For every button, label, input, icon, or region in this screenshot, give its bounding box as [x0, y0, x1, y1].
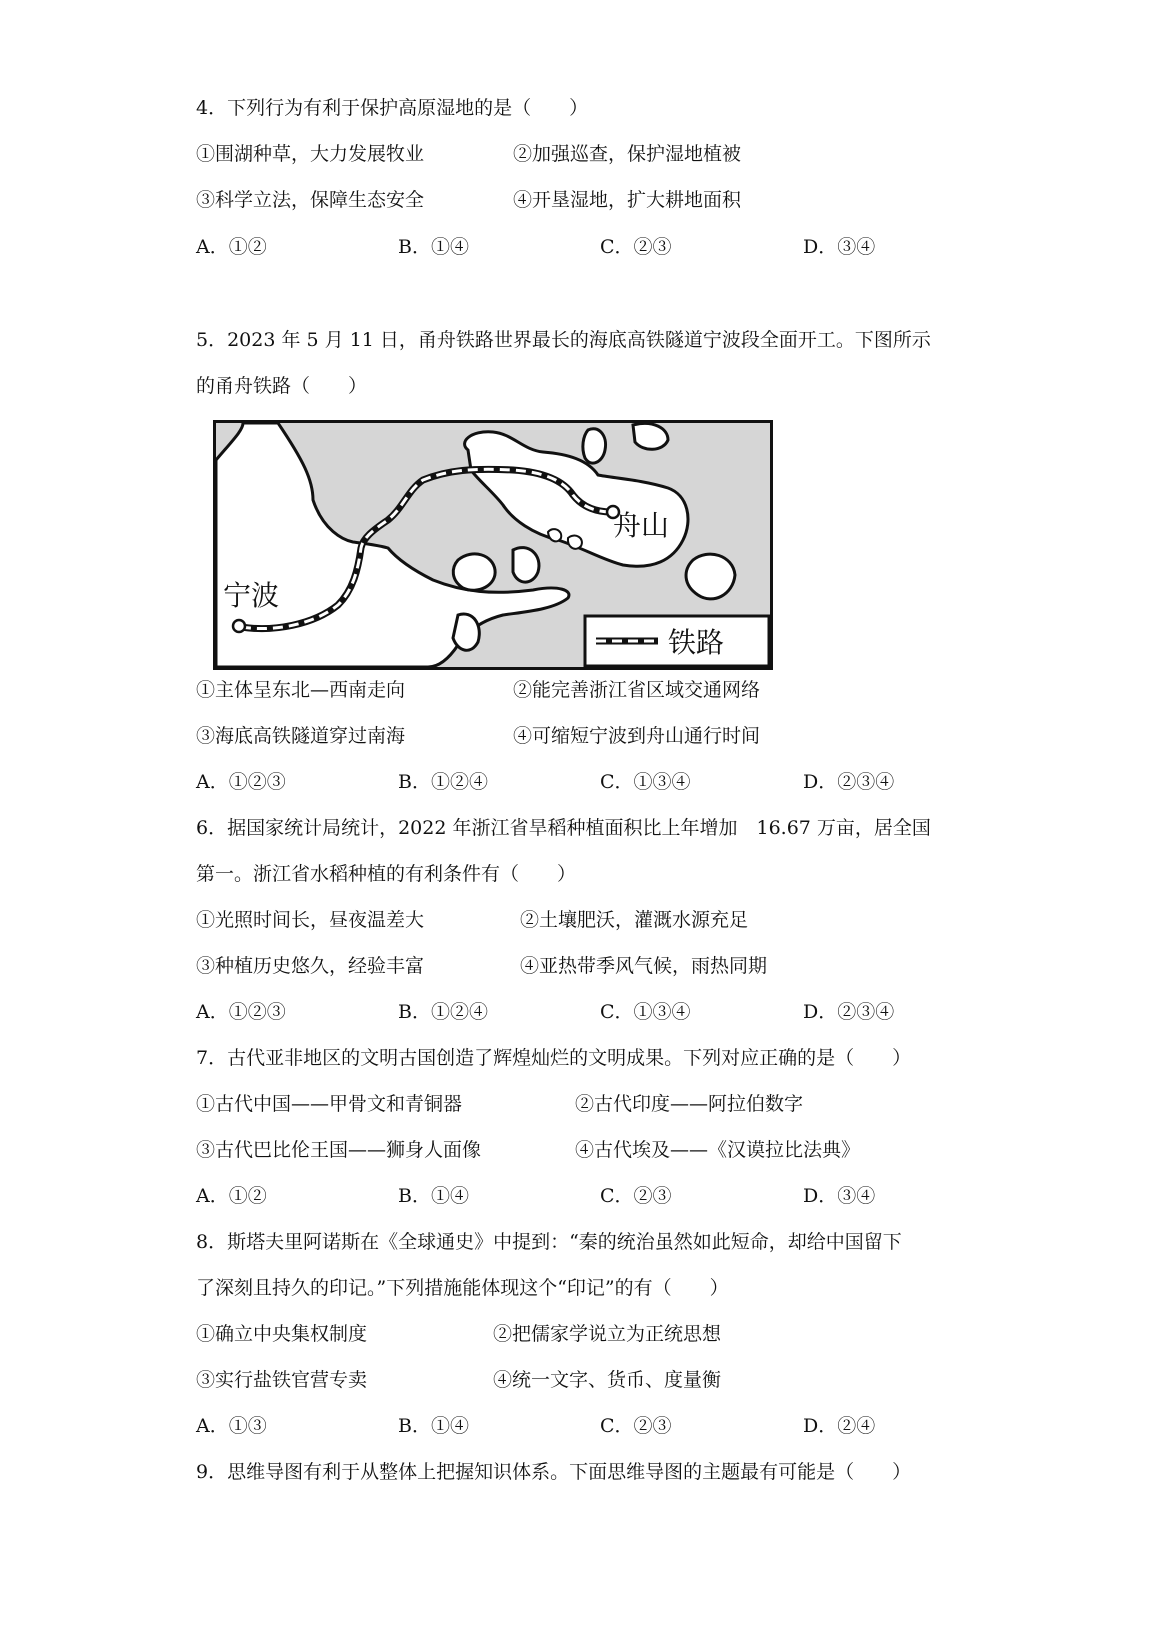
q6-option-b: B．①②④: [398, 1001, 488, 1023]
q5-option-c: C．①③④: [600, 771, 691, 793]
q8-stem-line-1: 8．斯塔夫里阿诺斯在《全球通史》中提到：“秦的统治虽然如此短命，却给中国留下: [196, 1231, 902, 1253]
q7-item-1: ①古代中国——甲骨文和青铜器: [196, 1093, 463, 1115]
q5-item-2: ②能完善浙江省区域交通网络: [513, 679, 761, 701]
small-island-northeast: [633, 423, 668, 449]
q7-stem: 7．古代亚非地区的文明古国创造了辉煌灿烂的文明成果。下列对应正确的是（ ）: [196, 1047, 912, 1069]
q6-stem-line-2: 第一。浙江省水稻种植的有利条件有（ ）: [196, 863, 577, 885]
q8-stem-line-2: 了深刻且持久的印记。”下列措施能体现这个“印记”的有（ ）: [196, 1277, 729, 1299]
q5-item-3: ③海底高铁隧道穿过南海: [196, 725, 406, 747]
q5-item-1: ①主体呈东北—西南走向: [196, 679, 406, 701]
q8-item-4: ④统一文字、货币、度量衡: [493, 1369, 722, 1391]
small-island-middle: [513, 548, 539, 583]
q5-option-a: A．①②③: [196, 771, 286, 793]
q4-item-4: ④开垦湿地，扩大耕地面积: [513, 189, 742, 211]
legend-railway-label: 铁路: [668, 626, 725, 659]
q4-option-a: A．①②: [196, 236, 267, 258]
q6-item-3: ③种植历史悠久，经验丰富: [196, 955, 425, 977]
label-ningbo: 宁波: [223, 579, 280, 612]
q8-item-1: ①确立中央集权制度: [196, 1323, 368, 1345]
q4-option-d: D．③④: [803, 236, 876, 258]
islet-2: [568, 536, 582, 549]
q7-option-a: A．①②: [196, 1185, 267, 1207]
small-island-north: [583, 429, 606, 463]
label-zhoushan: 舟山: [613, 509, 670, 542]
q6-item-1: ①光照时间长，昼夜温差大: [196, 909, 425, 931]
q4-item-2: ②加强巡查，保护湿地植被: [513, 143, 742, 165]
q4-item-3: ③科学立法，保障生态安全: [196, 189, 425, 211]
q8-item-2: ②把儒家学说立为正统思想: [493, 1323, 722, 1345]
railway-map: [213, 420, 773, 670]
q7-option-b: B．①④: [398, 1185, 469, 1207]
q8-option-b: B．①④: [398, 1415, 469, 1437]
islet-1: [548, 529, 561, 541]
q5-option-b: B．①②④: [398, 771, 488, 793]
q5-stem-line-2: 的甬舟铁路（ ）: [196, 375, 368, 397]
q7-option-d: D．③④: [803, 1185, 876, 1207]
q9-stem: 9．思维导图有利于从整体上把握知识体系。下面思维导图的主题最有可能是（ ）: [196, 1461, 912, 1483]
small-island-west: [453, 554, 495, 590]
q4-item-1: ①围湖种草，大力发展牧业: [196, 143, 425, 165]
ningbo-station: [233, 620, 245, 632]
q7-option-c: C．②③: [600, 1185, 672, 1207]
q8-option-a: A．①③: [196, 1415, 267, 1437]
q5-item-4: ④可缩短宁波到舟山通行时间: [513, 725, 761, 747]
q4-option-b: B．①④: [398, 236, 469, 258]
q6-option-d: D．②③④: [803, 1001, 895, 1023]
q8-option-d: D．②④: [803, 1415, 876, 1437]
q5-stem-line-1: 5．2023 年 5 月 11 日，甬舟铁路世界最长的海底高铁隧道宁波段全面开工。下图所示: [196, 329, 931, 351]
q8-item-3: ③实行盐铁官营专卖: [196, 1369, 368, 1391]
small-island-south: [453, 614, 479, 650]
q7-item-3: ③古代巴比伦王国——狮身人面像: [196, 1139, 482, 1161]
q4-option-c: C．②③: [600, 236, 672, 258]
q7-item-4: ④古代埃及——《汉谟拉比法典》: [575, 1139, 861, 1161]
small-island-east: [686, 554, 735, 599]
q6-item-4: ④亚热带季风气候，雨热同期: [520, 955, 768, 977]
q6-option-c: C．①③④: [600, 1001, 691, 1023]
q8-option-c: C．②③: [600, 1415, 672, 1437]
q6-option-a: A．①②③: [196, 1001, 286, 1023]
q6-stem-line-1: 6．据国家统计局统计，2022 年浙江省旱稻种植面积比上年增加 16.67 万亩，居全国: [196, 817, 931, 839]
q5-option-d: D．②③④: [803, 771, 895, 793]
q7-item-2: ②古代印度——阿拉伯数字: [575, 1093, 804, 1115]
q6-item-2: ②土壤肥沃，灌溉水源充足: [520, 909, 749, 931]
q4-stem: 4．下列行为有利于保护高原湿地的是（ ）: [196, 97, 589, 119]
